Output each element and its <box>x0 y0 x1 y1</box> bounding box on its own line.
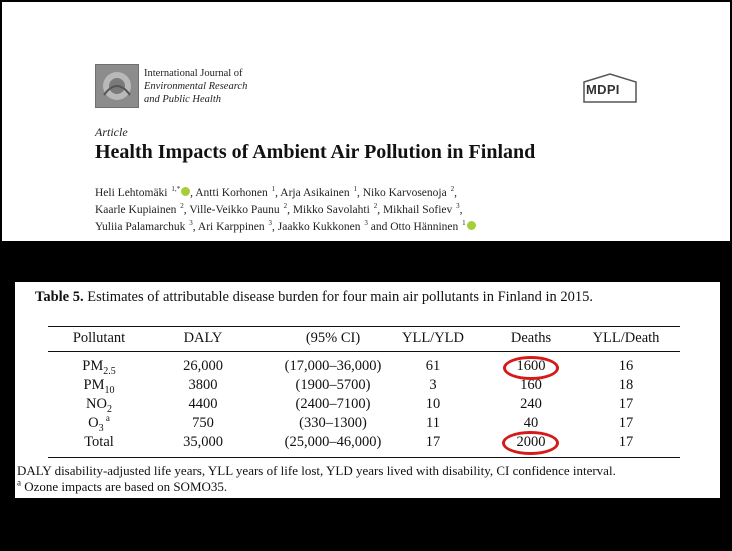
highlight-circle-pm25-deaths <box>503 356 559 380</box>
table-footnote: DALY disability-adjusted life years, YLL years of life lost, YLD years lived with disability, CI confidence interval. <box>17 463 616 478</box>
author-name: Heli Lehtomäki $^{1,*}$ <box>95 187 190 199</box>
footnote-marker: a <box>17 477 21 488</box>
journal-name-line2: Environmental Research <box>144 81 248 92</box>
table-caption-label: Table 5. <box>35 289 84 305</box>
author-name: Arja Asikainen $^1$ <box>280 185 357 199</box>
table-cell-daly: 35,000 <box>183 434 223 450</box>
table-cell-yll-yld: 10 <box>425 396 441 412</box>
table-header-cell: YLL/Death <box>592 330 660 346</box>
footnote-ozone-text: Ozone impacts are based on SOMO35. <box>24 479 228 494</box>
table-cell-pollutant: $PM_{10}$ <box>83 377 115 396</box>
article-type: Article <box>95 125 128 139</box>
table-cell-deaths: 2000 <box>516 434 546 450</box>
table-cell-pollutant: $NO_2$ <box>86 396 112 415</box>
table-cell-deaths: 40 <box>523 415 539 431</box>
table-cell-ci: (2400–7100) <box>295 396 371 412</box>
table-cell-ci: (25,000–46,000) <box>284 434 382 450</box>
table-cell-pollutant: $O_3$ $^a$ <box>88 413 110 434</box>
author-name: Jaakko Kukkonen $^3$ <box>277 219 368 233</box>
author-list <box>95 185 476 236</box>
table-cell-ci: (1900–5700) <box>295 377 371 393</box>
table-cell-yll-death: 17 <box>618 415 634 431</box>
author-name: Ari Karppinen $^3$ <box>197 219 273 233</box>
table-cell-deaths: 160 <box>520 377 542 393</box>
table-cell-daly: 3800 <box>188 377 218 393</box>
table-bottom-rule <box>48 457 680 458</box>
table-cell-yll-death: 17 <box>618 396 634 412</box>
table-cell-pollutant: $PM_{2.5}$ <box>82 358 116 377</box>
author-name: Antti Korhonen $^1$ <box>195 185 276 199</box>
author-name: Niko Karvosenoja $^2$ <box>362 185 455 199</box>
table-caption-text: Estimates of attributable disease burden for four main air pollutants in Finland in 2015. <box>87 289 594 305</box>
table-cell-yll-yld: 3 <box>429 377 437 393</box>
table-cell-yll-yld: 17 <box>425 434 441 450</box>
author-name: Mikko Savolahti $^2$ <box>292 202 378 216</box>
table-caption <box>35 289 593 306</box>
table-cell-yll-yld: 11 <box>426 415 440 431</box>
journal-name-line1: International Journal of <box>144 68 243 79</box>
table-cell-ci: (17,000–36,000) <box>284 358 382 374</box>
table-footnote-ozone <box>17 479 227 495</box>
orcid-icon[interactable] <box>467 221 476 230</box>
highlight-circle-total-deaths <box>502 431 559 455</box>
article-title: Health Impacts of Ambient Air Pollution in Finland <box>95 141 536 163</box>
table-cell-yll-yld: 61 <box>425 358 441 374</box>
table-cell-deaths: 240 <box>520 396 542 412</box>
table-cell-yll-death: 16 <box>618 358 634 374</box>
table-header-cell: YLL/YLD <box>401 330 465 346</box>
table-cell-yll-death: 17 <box>618 434 634 450</box>
journal-name <box>144 67 247 106</box>
author-line: Yuliia Palamarchuk $^3$, Ari Karppinen $^3$, Jaakko Kukkonen $^3$ and Otto Hänninen $^1$ <box>95 219 476 236</box>
journal-logo-icon <box>95 64 139 108</box>
table-cell-pollutant: Total <box>84 434 114 450</box>
table-header-cell: DALY <box>183 330 223 346</box>
table-cell-yll-death: 18 <box>618 377 634 393</box>
orcid-icon[interactable] <box>181 187 190 196</box>
table-cell-deaths: 1600 <box>516 358 546 374</box>
author-name: Otto Hänninen $^1$ <box>390 221 475 233</box>
table-header-cell: Pollutant <box>72 330 126 346</box>
table-cell-daly: 4400 <box>188 396 218 412</box>
table-header-cell: Deaths <box>510 330 552 346</box>
author-line: Heli Lehtomäki $^{1,*}$ , Antti Korhonen $^1$, Arja Asikainen $^1$, Niko Karvosenoja $^2$, <box>95 185 457 199</box>
table-header-cell: (95% CI) <box>305 330 361 346</box>
table-header-rule <box>48 351 680 352</box>
paper-header-panel <box>2 2 730 241</box>
author-name: Yuliia Palamarchuk $^3$ <box>95 219 193 233</box>
table-panel <box>15 282 720 498</box>
author-name: Mikhail Sofiev $^3$ <box>382 202 460 216</box>
table-cell-daly: 750 <box>192 415 214 431</box>
author-line: Kaarle Kupiainen $^2$, Ville-Veikko Paunu $^2$, Mikko Savolahti $^2$, Mikhail Sofiev $^3$, <box>95 202 463 216</box>
table-top-rule <box>48 326 680 327</box>
journal-name-line3: and Public Health <box>144 94 221 105</box>
publisher-logo-text: MDPI <box>586 82 620 97</box>
table-cell-ci: (330–1300) <box>299 415 367 431</box>
table-cell-daly: 26,000 <box>183 358 223 374</box>
author-name: Kaarle Kupiainen $^2$ <box>95 202 184 216</box>
author-name: Ville-Veikko Paunu $^2$ <box>189 202 288 216</box>
